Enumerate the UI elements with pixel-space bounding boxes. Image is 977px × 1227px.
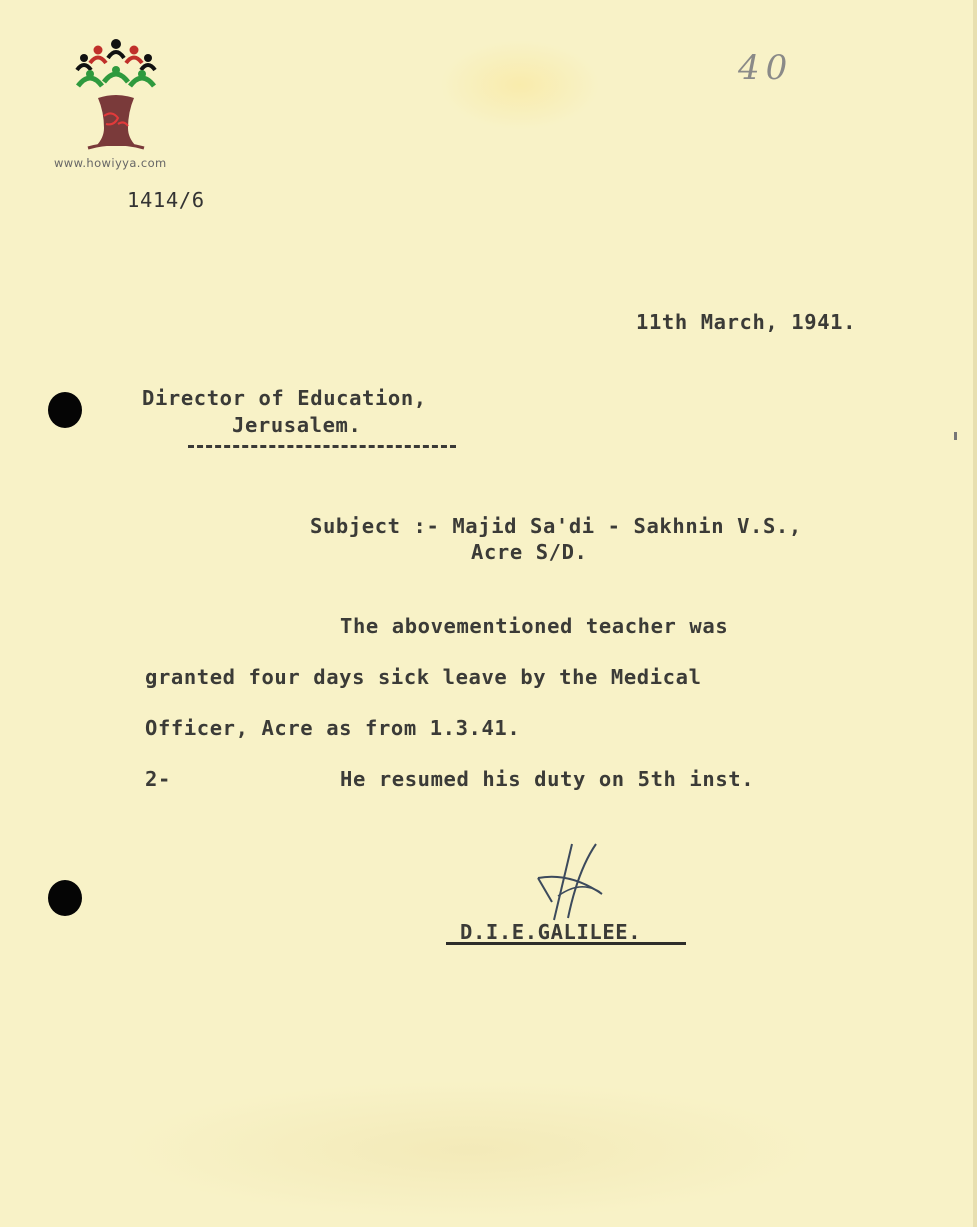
folio-number: 40: [738, 48, 794, 88]
paper-stain: [440, 40, 600, 130]
body-line-2: granted four days sick leave by the Medical: [145, 665, 702, 689]
handwritten-signature: [530, 840, 620, 930]
signature-block: D.I.E.GALILEE.: [460, 920, 642, 944]
howiyya-logo: [50, 36, 180, 176]
paper-stain: [120, 1080, 820, 1220]
addressee-line-2: Jerusalem.: [232, 413, 362, 437]
body-line-3: Officer, Acre as from 1.3.41.: [145, 716, 521, 740]
paragraph-2-text: He resumed his duty on 5th inst.: [340, 767, 755, 791]
paragraph-number: 2-: [145, 767, 171, 791]
reference-number: 1414/6: [127, 188, 205, 212]
body-line-1: The abovementioned teacher was: [340, 614, 729, 638]
subject-line-2: Acre S/D.: [471, 540, 588, 564]
addressee-line-1: Director of Education,: [142, 386, 427, 410]
letter-date: 11th March, 1941.: [636, 310, 857, 334]
punch-hole: [48, 880, 82, 916]
subject-line-1: Subject :- Majid Sa'di - Sakhnin V.S.,: [310, 514, 802, 538]
punch-hole: [48, 392, 82, 428]
logo-url-text: www.howiyya.com: [54, 156, 167, 170]
tree-logo-icon: [68, 36, 164, 156]
signature-underline: [446, 942, 686, 945]
paper-mark: [954, 432, 957, 440]
addressee-underline: [188, 445, 456, 448]
page-edge: [973, 0, 977, 1227]
